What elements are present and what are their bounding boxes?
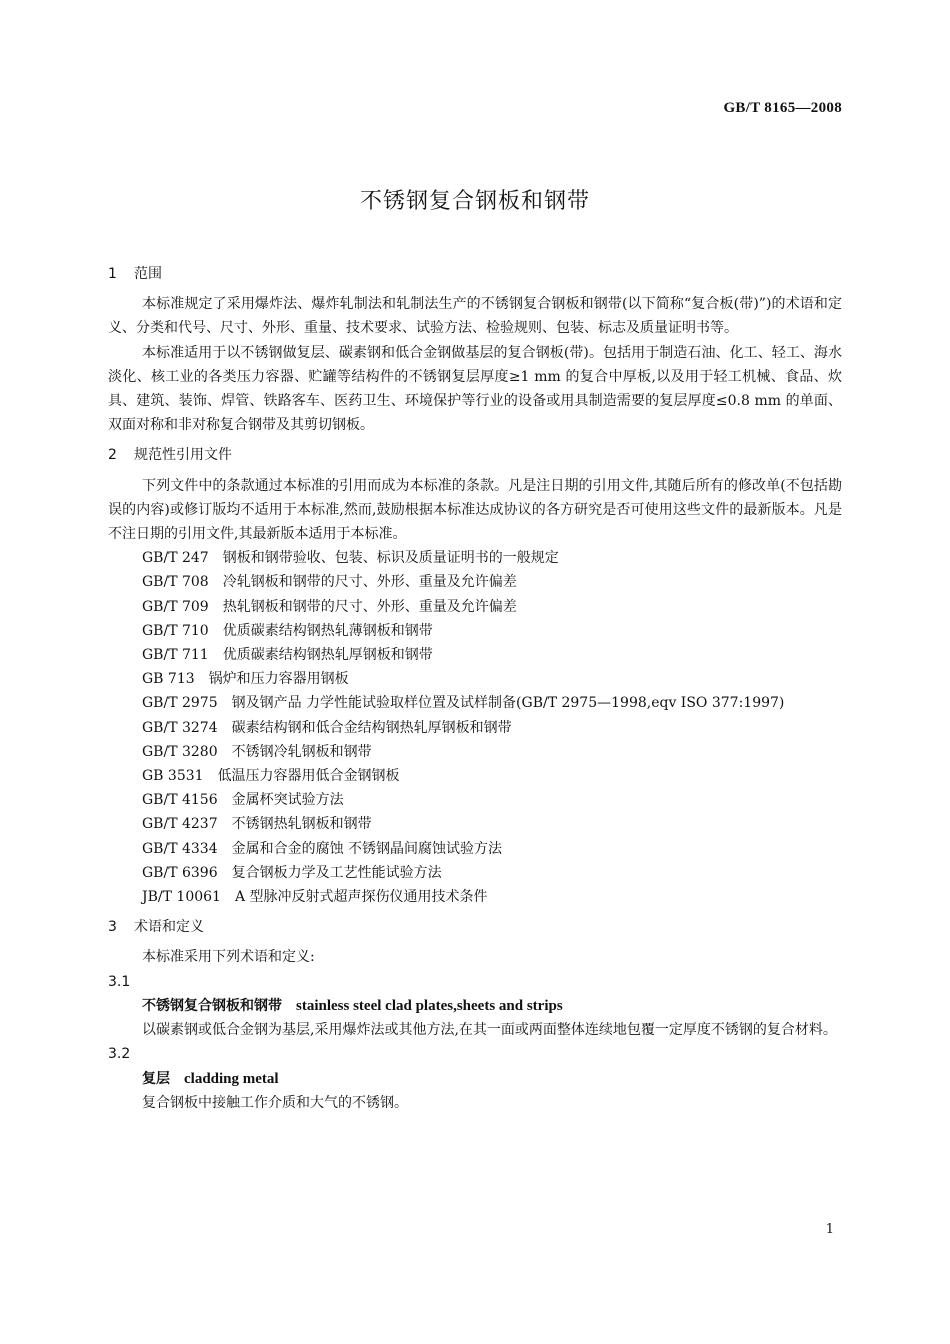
reference-title: 金属杯突试验方法	[231, 792, 344, 809]
reference-title: 锅炉和压力容器用钢板	[208, 671, 349, 688]
reference-item	[108, 570, 842, 594]
section-number: 2	[108, 447, 117, 464]
term-entry	[108, 994, 842, 1018]
reference-code: GB/T 708	[142, 574, 209, 591]
reference-code: GB 3531	[142, 768, 204, 785]
reference-title: 不锈钢冷轧钢板和钢带	[231, 743, 372, 760]
reference-item	[108, 788, 842, 812]
clause-number: 3.2	[108, 1046, 131, 1063]
reference-item	[108, 691, 842, 715]
reference-title: 优质碳素结构钢热轧薄钢板和钢带	[222, 622, 433, 639]
reference-code: GB/T 4237	[142, 816, 218, 833]
page-number: 1	[825, 1222, 834, 1237]
document-body	[108, 256, 842, 1115]
section-number: 3	[108, 919, 117, 936]
reference-code: GB/T 709	[142, 598, 209, 615]
reference-item	[108, 643, 842, 667]
reference-title: A 型脉冲反射式超声探伤仪通用技术条件	[234, 889, 488, 906]
reference-item	[108, 764, 842, 788]
paragraph: 本标准采用下列术语和定义:	[142, 949, 315, 966]
reference-item	[108, 885, 842, 909]
paragraph: 本标准规定了采用爆炸法、爆炸轧制法和轧制法生产的不锈钢复合钢板和钢带(以下简称“复合板(带)”)的术语和定义、分类和代号、尺寸、外形、重量、技术要求、试验方法、检验规则、包装、标志及质量证明书等。	[108, 296, 842, 337]
reference-title: 热轧钢板和钢带的尺寸、外形、重量及允许偏差	[222, 598, 517, 615]
reference-item	[108, 619, 842, 643]
reference-item	[108, 837, 842, 861]
reference-code: GB/T 247	[142, 550, 209, 567]
section-title: 规范性引用文件	[134, 447, 232, 464]
paragraph: 本标准适用于以不锈钢做复层、碳素钢和低合金钢做基层的复合钢板(带)。包括用于制造石油、化工、轻工、海水淡化、核工业的各类压力容器、贮罐等结构件的不锈钢复层厚度≥1 mm 的复合中厚板,以及用于轻工机械、食品、炊具、建筑、装饰、焊管、铁路客车、医药卫生、环境保护等行业的设备或用具制造需要的复层厚度≤0.8 mm 的单面、双面对称和非对称复合钢带及其剪切钢板。	[108, 344, 842, 434]
term-definition: 以碳素钢或低合金钢为基层,采用爆炸法或其他方法,在其一面或两面整体连续地包覆一定厚度不锈钢的复合材料。	[142, 1022, 837, 1039]
reference-item	[108, 812, 842, 836]
paragraph: 下列文件中的条款通过本标准的引用而成为本标准的条款。凡是注日期的引用文件,其随后所有的修改单(不包括勘误的内容)或修订版均不适用于本标准,然而,鼓励根据本标准达成协议的各方研究是否可使用这些文件的最新版本。凡是不注日期的引用文件,其最新版本适用于本标准。	[108, 477, 842, 543]
section-number: 1	[108, 266, 117, 282]
reference-code: GB 713	[142, 671, 195, 688]
reference-code: GB/T 3274	[142, 719, 218, 736]
term-entry	[108, 1067, 842, 1091]
document-title: 不锈钢复合钢板和钢带	[359, 189, 590, 214]
reference-code: GB/T 711	[142, 647, 209, 664]
reference-code: GB/T 6396	[142, 864, 218, 881]
clause-number: 3.1	[108, 973, 131, 990]
section-heading-1	[108, 262, 842, 286]
reference-item	[108, 667, 842, 691]
term-english: stainless steel clad plates,sheets and strips	[296, 997, 563, 1014]
reference-item	[108, 740, 842, 764]
reference-code: JB/T 10061	[142, 889, 221, 906]
standard-code: GB/T 8165—2008	[723, 100, 842, 116]
term-chinese: 复层	[142, 1070, 170, 1087]
reference-code: GB/T 3280	[142, 743, 218, 760]
reference-title: 钢板和钢带验收、包装、标识及质量证明书的一般规定	[222, 550, 559, 567]
reference-item	[108, 595, 842, 619]
reference-title: 钢及钢产品 力学性能试验取样位置及试样制备(GB/T 2975—1998,eqv ISO 377:1997)	[231, 695, 785, 712]
term-definition: 复合钢板中接触工作介质和大气的不锈钢。	[142, 1094, 408, 1111]
reference-title: 碳素结构钢和低合金结构钢热轧厚钢板和钢带	[231, 719, 512, 736]
reference-item	[108, 716, 842, 740]
section-heading-2	[108, 443, 842, 467]
section-title: 术语和定义	[134, 919, 204, 936]
section-title: 范围	[134, 266, 162, 282]
reference-title: 金属和合金的腐蚀 不锈钢晶间腐蚀试验方法	[231, 840, 503, 857]
term-chinese: 不锈钢复合钢板和钢带	[142, 997, 282, 1014]
reference-code: GB/T 2975	[142, 695, 218, 712]
reference-code: GB/T 4156	[142, 792, 218, 809]
term-english: cladding metal	[184, 1070, 279, 1087]
reference-code: GB/T 4334	[142, 840, 218, 857]
reference-title: 不锈钢热轧钢板和钢带	[231, 816, 372, 833]
section-heading-3	[108, 915, 842, 939]
reference-item	[108, 546, 842, 570]
reference-item	[108, 861, 842, 885]
reference-title: 低温压力容器用低合金钢钢板	[217, 768, 400, 785]
reference-code: GB/T 710	[142, 622, 209, 639]
reference-title: 冷轧钢板和钢带的尺寸、外形、重量及允许偏差	[222, 574, 517, 591]
reference-title: 复合钢板力学及工艺性能试验方法	[231, 864, 442, 881]
reference-title: 优质碳素结构钢热轧厚钢板和钢带	[222, 647, 433, 664]
reference-list	[108, 546, 842, 909]
